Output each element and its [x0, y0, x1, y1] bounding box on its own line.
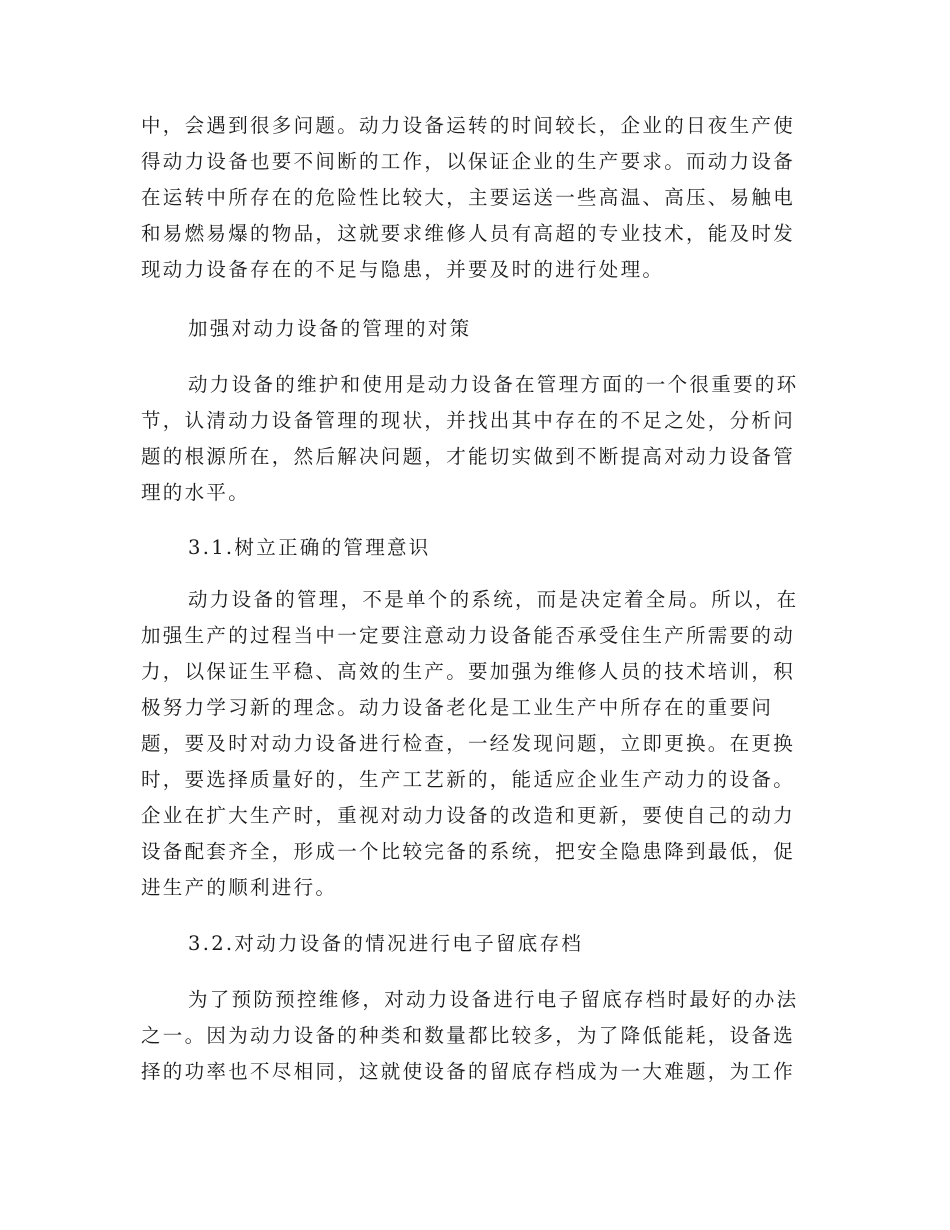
paragraph-3-line-6: 时，要选择质量好的，生产工艺新的，能适应企业生产动力的设备。 [141, 768, 796, 791]
paragraph-3-line-7: 企业在扩大生产时，重视对动力设备的改造和更新，要使自己的动力 [141, 804, 796, 827]
section-heading-countermeasures: 加强对动力设备的管理的对策 [188, 317, 472, 340]
paragraph-3-line-3: 力，以保证生平稳、高效的生产。要加强为维修人员的技术培训，积 [141, 660, 796, 683]
section-heading-3-1: 3.1.树立正确的管理意识 [188, 536, 431, 559]
paragraph-2-line-4: 理的水平。 [141, 481, 251, 504]
paragraph-3-line-1: 动力设备的管理，不是单个的系统，而是决定着全局。所以，在 [188, 588, 799, 611]
paragraph-1-line-5: 现动力设备存在的不足与隐患，并要及时的进行处理。 [141, 258, 665, 281]
paragraph-3-line-8: 设备配套齐全，形成一个比较完备的系统，把安全隐患降到最低，促 [141, 840, 796, 863]
paragraph-3-line-4: 极努力学习新的理念。动力设备老化是工业生产中所存在的重要问 [141, 696, 774, 719]
paragraph-4-line-3: 择的功率也不尽相同，这就使设备的留底存档成为一大难题，为工作 [141, 1060, 796, 1083]
paragraph-1-line-2: 得动力设备也要不间断的工作，以保证企业的生产要求。而动力设备 [141, 150, 796, 173]
paragraph-2-line-1: 动力设备的维护和使用是动力设备在管理方面的一个很重要的环 [188, 373, 799, 396]
paragraph-1-line-1: 中，会遇到很多问题。动力设备运转的时间较长，企业的日夜生产使 [141, 114, 796, 137]
paragraph-1-line-3: 在运转中所存在的危险性比较大，主要运送一些高温、高压、易触电 [141, 186, 796, 209]
paragraph-4-line-2: 之一。因为动力设备的种类和数量都比较多，为了降低能耗，设备选 [141, 1024, 796, 1047]
paragraph-3-line-2: 加强生产的过程当中一定要注意动力设备能否承受住生产所需要的动 [141, 624, 796, 647]
paragraph-3-line-5: 题，要及时对动力设备进行检查，一经发现问题，立即更换。在更换 [141, 732, 796, 755]
paragraph-1-line-4: 和易燃易爆的物品，这就要求维修人员有高超的专业技术，能及时发 [141, 222, 796, 245]
paragraph-2-line-3: 题的根源所在，然后解决问题，才能切实做到不断提高对动力设备管 [141, 445, 796, 468]
section-heading-3-2: 3.2.对动力设备的情况进行电子留底存档 [188, 932, 584, 955]
paragraph-2-line-2: 节，认清动力设备管理的现状，并找出其中存在的不足之处，分析问 [141, 409, 796, 432]
paragraph-3-line-9: 进生产的顺利进行。 [141, 876, 338, 899]
paragraph-4-line-1: 为了预防预控维修，对动力设备进行电子留底存档时最好的办法 [188, 988, 799, 1011]
